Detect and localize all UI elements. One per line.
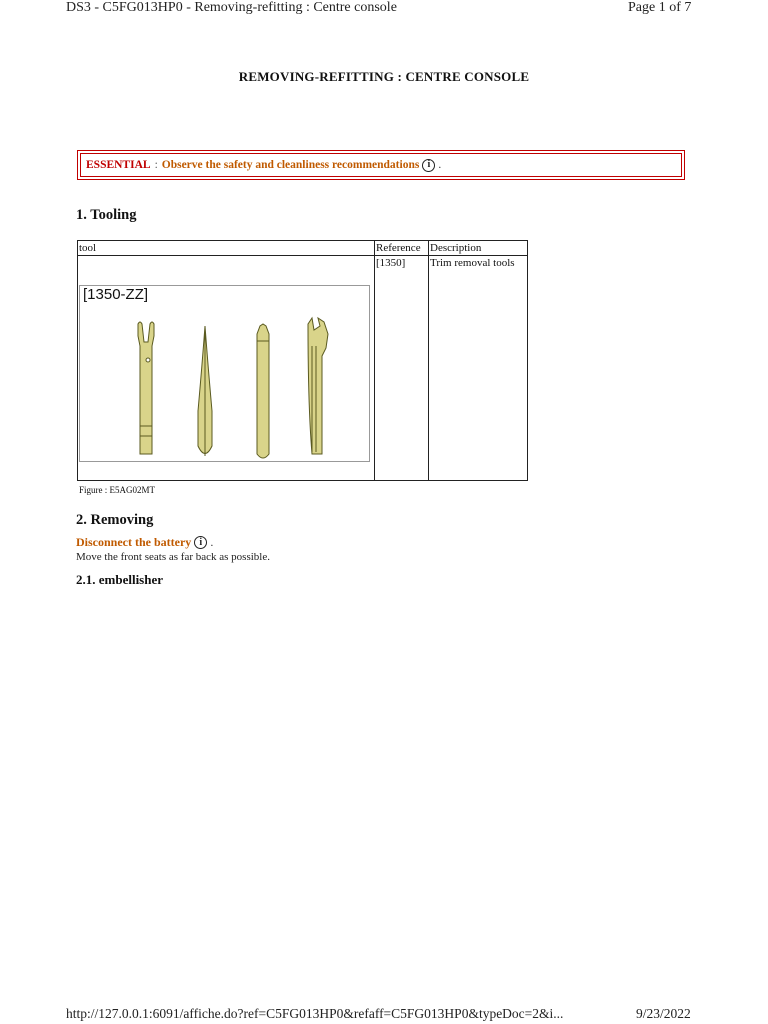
essential-link[interactable]: Observe the safety and cleanliness recommendations [161,159,420,171]
essential-notice-inner [80,153,682,177]
section-heading-tooling: 1. Tooling [76,207,137,223]
instruction-text: Move the front seats as far back as possible. [76,551,270,563]
trim-tools-illustration [80,286,369,461]
essential-period: . [438,159,442,171]
pointed-tool-icon [198,326,212,456]
figure-caption: Figure : E5AG02MT [79,485,155,495]
hooked-tool-icon [308,318,328,454]
disconnect-battery-line [76,535,213,550]
footer-date: 9/23/2022 [636,1006,691,1021]
footer-url: http://127.0.0.1:6091/affiche.do?ref=C5FG013HP0&refaff=C5FG013HP0&typeDoc=2&i... [66,1006,564,1021]
header-tool: tool [78,241,375,256]
table-header-row [78,241,528,256]
tool-figure-cell [78,256,375,495]
disconnect-battery-link[interactable]: Disconnect the battery [76,535,192,549]
figure-code: [1350-ZZ] [83,286,149,303]
header-description: Description [429,241,528,256]
tool-figure [79,285,370,462]
subsection-heading-embellisher: 2.1. embellisher [76,572,164,587]
table-row [78,256,528,481]
rounded-tool-icon [257,324,269,458]
essential-label: ESSENTIAL [86,159,151,171]
forked-tool-icon [138,322,154,454]
essential-colon: : [154,159,158,171]
tooling-table [77,240,528,495]
info-icon[interactable]: i [422,159,435,172]
info-icon[interactable]: i [194,536,207,549]
document-title: REMOVING-REFITTING : CENTRE CONSOLE [238,69,530,84]
header-title: DS3 - C5FG013HP0 - Removing-refitting : Centre console [66,0,397,15]
battery-period: . [210,535,214,549]
tool-reference: [1350] [375,256,429,481]
page-counter: Page 1 of 7 [628,0,692,15]
header-reference: Reference [375,241,429,256]
section-heading-removing: 2. Removing [76,512,154,528]
essential-notice [77,150,685,180]
tool-description: Trim removal tools [429,256,528,481]
